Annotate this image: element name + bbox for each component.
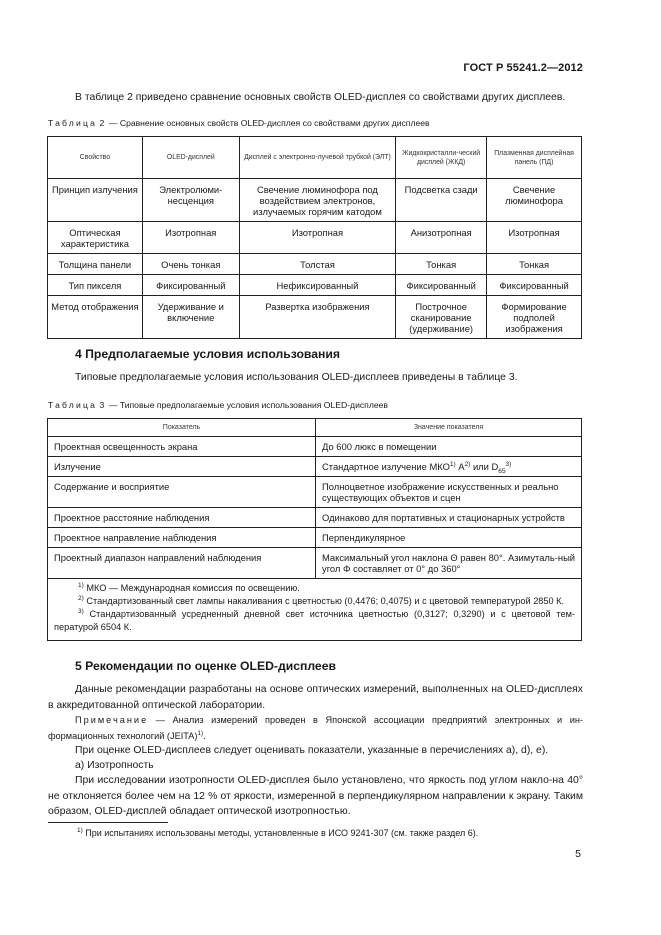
table-cell: Толстая bbox=[239, 254, 396, 275]
table-cell: Проектное направление наблюдения bbox=[48, 528, 316, 548]
table-cell: Тонкая bbox=[396, 254, 487, 275]
table2-caption-number: 2 bbox=[99, 118, 107, 128]
note-end: . bbox=[203, 730, 206, 741]
footnote-ref: 1) bbox=[197, 729, 204, 737]
table3-caption-label: Таблица bbox=[48, 400, 98, 410]
table-cell: Содержание и восприятие bbox=[48, 477, 316, 508]
table3-caption-text: — Типовые предполагаемые условия использования OLED-дисплеев bbox=[108, 400, 388, 410]
subscript: 65 bbox=[498, 467, 506, 475]
column-header: OLED-дисплей bbox=[142, 137, 239, 179]
table-row bbox=[48, 477, 582, 508]
table-row bbox=[48, 528, 582, 548]
table-row bbox=[48, 508, 582, 528]
table-cell: Проектное расстояние наблюдения bbox=[48, 508, 316, 528]
table-cell: Проектный диапазон направлений наблюдения bbox=[48, 548, 316, 579]
table-row bbox=[48, 437, 582, 457]
page-number: 5 bbox=[575, 848, 581, 860]
table-cell-emission bbox=[316, 457, 582, 477]
footnote-text: МКО — Международная комиссия по освещению. bbox=[83, 583, 300, 593]
column-header: Дисплей с электронно-лучевой трубкой (ЭЛТ) bbox=[239, 137, 396, 179]
note-paragraph bbox=[48, 713, 583, 744]
table-cell: Подсветка сзади bbox=[396, 179, 487, 222]
footnote-mark: 3) bbox=[78, 607, 84, 615]
note-text: — Анализ измерений проведен в Японской ассоциации предприятий электронных и ин-формационных технологий (JEITA) bbox=[48, 715, 583, 741]
table-row bbox=[48, 222, 582, 254]
section-5-heading: 5 Рекомендации по оценке OLED-дисплеев bbox=[75, 659, 336, 673]
note-label: Примечание bbox=[75, 715, 149, 725]
footnote-text: Стандартизованный свет лампы накаливания с цветностью (0,4476; 0,4075) и с цветовой температурой 2850 К. bbox=[83, 596, 565, 606]
footnote-mark: 1) bbox=[77, 827, 83, 834]
table-footnotes-row bbox=[48, 579, 582, 641]
table3-caption-number: 3 bbox=[99, 400, 107, 410]
table-cell: Очень тонкая bbox=[142, 254, 239, 275]
table-cell: Тип пикселя bbox=[48, 275, 143, 296]
table-cell: Развертка изображения bbox=[239, 296, 396, 339]
list-item-heading: а) Изотропность bbox=[75, 760, 154, 771]
table-header-row bbox=[48, 137, 582, 179]
table-cell: Метод отображения bbox=[48, 296, 143, 339]
table2-caption bbox=[48, 118, 430, 128]
section-5-paragraph: Данные рекомендации разработаны на основе оптических измерений, выполненных на OLED-дисплеях в аккредитованной оптической лаборатории. bbox=[48, 684, 583, 711]
footnote-text: При испытаниях использованы методы, установленные в ИСО 9241-307 (см. также раздел 6). bbox=[82, 828, 479, 838]
table-cell: Фиксированный bbox=[142, 275, 239, 296]
footnote-text: Стандартизованный усредненный дневной свет источника цветностью (0,3127; 0,3290) и с цветовой тем-пературой 6504 К. bbox=[54, 609, 575, 632]
table-row bbox=[48, 296, 582, 339]
table-cell: До 600 люкс в помещении bbox=[316, 437, 582, 457]
table-cell: Максимальный угол наклона Θ равен 80°. Азимуталь-ный угол Φ составляет от 0° до 360° bbox=[316, 548, 582, 579]
column-header: Плазменная дисплейная панель (ПД) bbox=[487, 137, 582, 179]
emission-or: или D bbox=[470, 461, 499, 472]
table3-caption bbox=[48, 400, 388, 410]
standard-header: ГОСТ Р 55241.2—2012 bbox=[463, 62, 583, 74]
table-cell: Фиксированный bbox=[487, 275, 582, 296]
intro-paragraph: В таблице 2 приведено сравнение основных свойств OLED-дисплея со свойствами других дисплеев. bbox=[75, 92, 566, 103]
table-row bbox=[48, 254, 582, 275]
footnote-ref: 1) bbox=[449, 460, 456, 468]
table-cell: Свечение люминофора bbox=[487, 179, 582, 222]
emission-text: Стандартное излучение МКО bbox=[322, 461, 450, 472]
table-row bbox=[48, 275, 582, 296]
section-5-paragraph: При исследовании изотропности OLED-дисплея было установлено, что яркость под углом накло-на 40° не отклоняется более чем на 12 % от яркости, измеренной в перпендикулярном направлении к экрану. Таким образом, OLED-дисплей обладает оптической изотропностью. bbox=[48, 775, 583, 817]
page-footnote bbox=[77, 828, 478, 838]
usage-conditions-table bbox=[47, 418, 582, 641]
table-row bbox=[48, 548, 582, 579]
table-cell: Построчное сканирование (удерживание) bbox=[396, 296, 487, 339]
table-row bbox=[48, 179, 582, 222]
comparison-table bbox=[47, 136, 582, 339]
footnote-mark: 1) bbox=[78, 581, 84, 589]
table-row bbox=[48, 457, 582, 477]
table-cell: Электролюми-несценция bbox=[142, 179, 239, 222]
table-cell: Излучение bbox=[48, 457, 316, 477]
footnote-separator bbox=[48, 822, 168, 823]
column-header: Свойство bbox=[48, 137, 143, 179]
section-5-paragraph: При оценке OLED-дисплеев следует оценивать показатели, указанные в перечислениях а), d), е). bbox=[75, 745, 549, 756]
table-header-row bbox=[48, 419, 582, 437]
column-header: Показатель bbox=[48, 419, 316, 437]
table-cell: Тонкая bbox=[487, 254, 582, 275]
emission-a: A bbox=[455, 461, 465, 472]
table2-caption-text: — Сравнение основных свойств OLED-дисплея со свойствами других дисплеев bbox=[108, 118, 430, 128]
table-cell: Изотропная bbox=[487, 222, 582, 254]
table-cell: Изотропная bbox=[142, 222, 239, 254]
table-cell: Одинаково для портативных и стационарных устройств bbox=[316, 508, 582, 528]
table-cell: Удерживание и включение bbox=[142, 296, 239, 339]
table-footnote bbox=[54, 595, 575, 608]
table-cell: Свечение люминофора под воздействием электронов, излучаемых горячим катодом bbox=[239, 179, 396, 222]
table-cell: Толщина панели bbox=[48, 254, 143, 275]
footnote-mark: 2) bbox=[78, 594, 84, 602]
table-cell: Фиксированный bbox=[396, 275, 487, 296]
table2-caption-label: Таблица bbox=[48, 118, 98, 128]
column-header: Значение показателя bbox=[316, 419, 582, 437]
table-footnote bbox=[54, 608, 575, 634]
table-cell: Формирование подполей изображения bbox=[487, 296, 582, 339]
footnote-ref: 2) bbox=[464, 460, 471, 468]
table-cell: Проектная освещенность экрана bbox=[48, 437, 316, 457]
table-cell: Принцип излучения bbox=[48, 179, 143, 222]
table-cell: Полноцветное изображение искусственных и реально существующих объектов и сцен bbox=[316, 477, 582, 508]
table-footnotes bbox=[48, 579, 582, 641]
section-4-text: Типовые предполагаемые условия использования OLED-дисплеев приведены в таблице 3. bbox=[75, 372, 518, 383]
table-cell: Анизотропная bbox=[396, 222, 487, 254]
table-cell: Оптическая характеристика bbox=[48, 222, 143, 254]
table-cell: Изотропная bbox=[239, 222, 396, 254]
table-cell: Нефиксированный bbox=[239, 275, 396, 296]
table-footnote bbox=[54, 582, 575, 595]
table-cell: Перпендикулярное bbox=[316, 528, 582, 548]
footnote-ref: 3) bbox=[505, 460, 512, 468]
section-4-heading: 4 Предполагаемые условия использования bbox=[75, 347, 341, 361]
column-header: Жидкокристалли-ческий дисплей (ЖКД) bbox=[396, 137, 487, 179]
